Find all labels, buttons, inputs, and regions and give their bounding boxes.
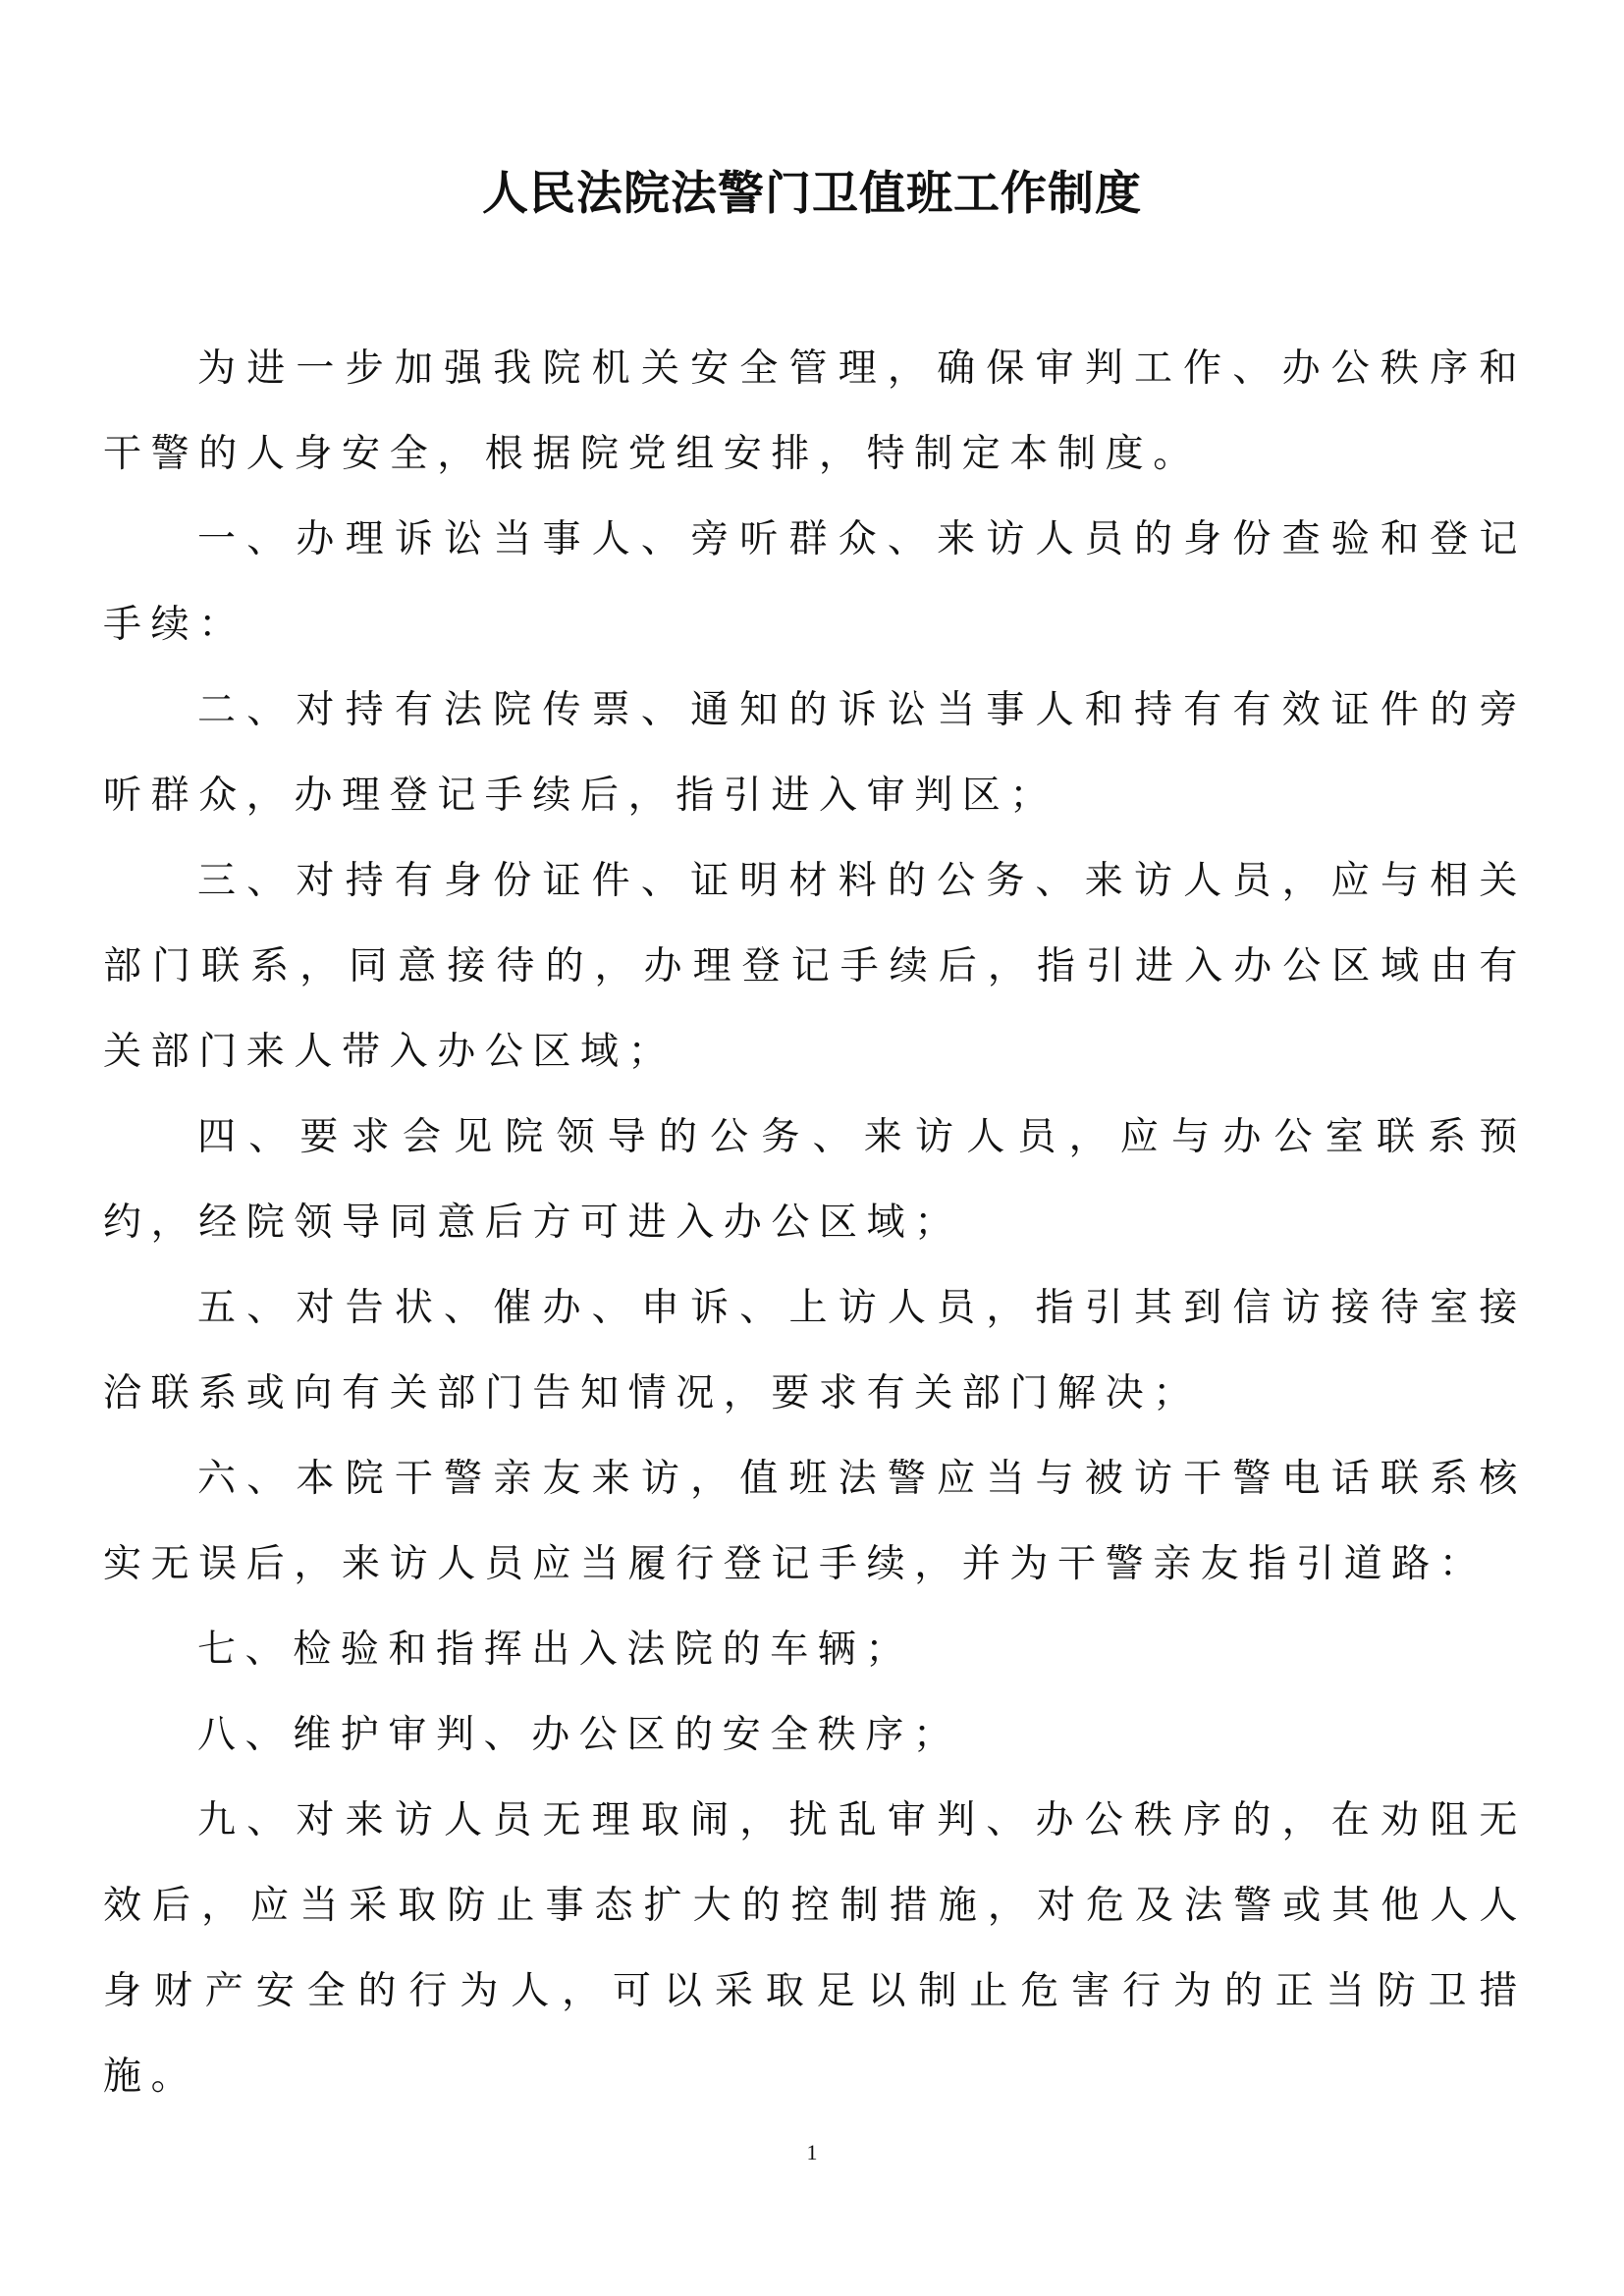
paragraph-item-8: 八、维护审判、办公区的安全秩序； [197, 1713, 961, 1757]
paragraph-item-5: 五、对告状、催办、申诉、上访人员，指引其到信访接待室接洽联系或向有关部门告知情况，要求有关部门解决； [103, 1286, 1527, 1415]
paragraph-intro: 为进一步加强我院机关安全管理，确保审判工作、办公秩序和干警的人身安全，根据院党组安排，特制定本制度。 [103, 347, 1527, 476]
paragraph-item-2: 二、对持有法院传票、通知的诉讼当事人和持有有效证件的旁听群众，办理登记手续后，指引进入审判区； [103, 688, 1527, 818]
paragraph-item-9: 九、对来访人员无理取闹，扰乱审判、办公秩序的，在劝阻无效后，应当采取防止事态扩大的控制措施，对危及法警或其他人人身财产安全的行为人，可以采取足以制止危害行为的正当防卫措施。 [103, 1798, 1527, 2099]
paragraph-item-4: 四、要求会见院领导的公务、来访人员，应与办公室联系预约，经院领导同意后方可进入办公区域； [103, 1115, 1527, 1245]
document-body [103, 326, 1527, 2119]
document-title: 人民法院法警门卫值班工作制度 [482, 167, 1142, 221]
paragraph-item-1: 一、办理诉讼当事人、旁听群众、来访人员的身份查验和登记手续： [103, 517, 1527, 647]
paragraph-item-3: 三、对持有身份证件、证明材料的公务、来访人员，应与相关部门联系，同意接待的，办理登记手续后，指引进入办公区域由有关部门来人带入办公区域； [103, 859, 1527, 1074]
paragraph-item-7: 七、检验和指挥出入法院的车辆； [197, 1628, 914, 1672]
paragraph-item-6: 六、本院干警亲友来访，值班法警应当与被访干警电话联系核实无误后，来访人员应当履行登记手续，并为干警亲友指引道路： [103, 1457, 1527, 1586]
page-number: 1 [806, 2140, 818, 2164]
